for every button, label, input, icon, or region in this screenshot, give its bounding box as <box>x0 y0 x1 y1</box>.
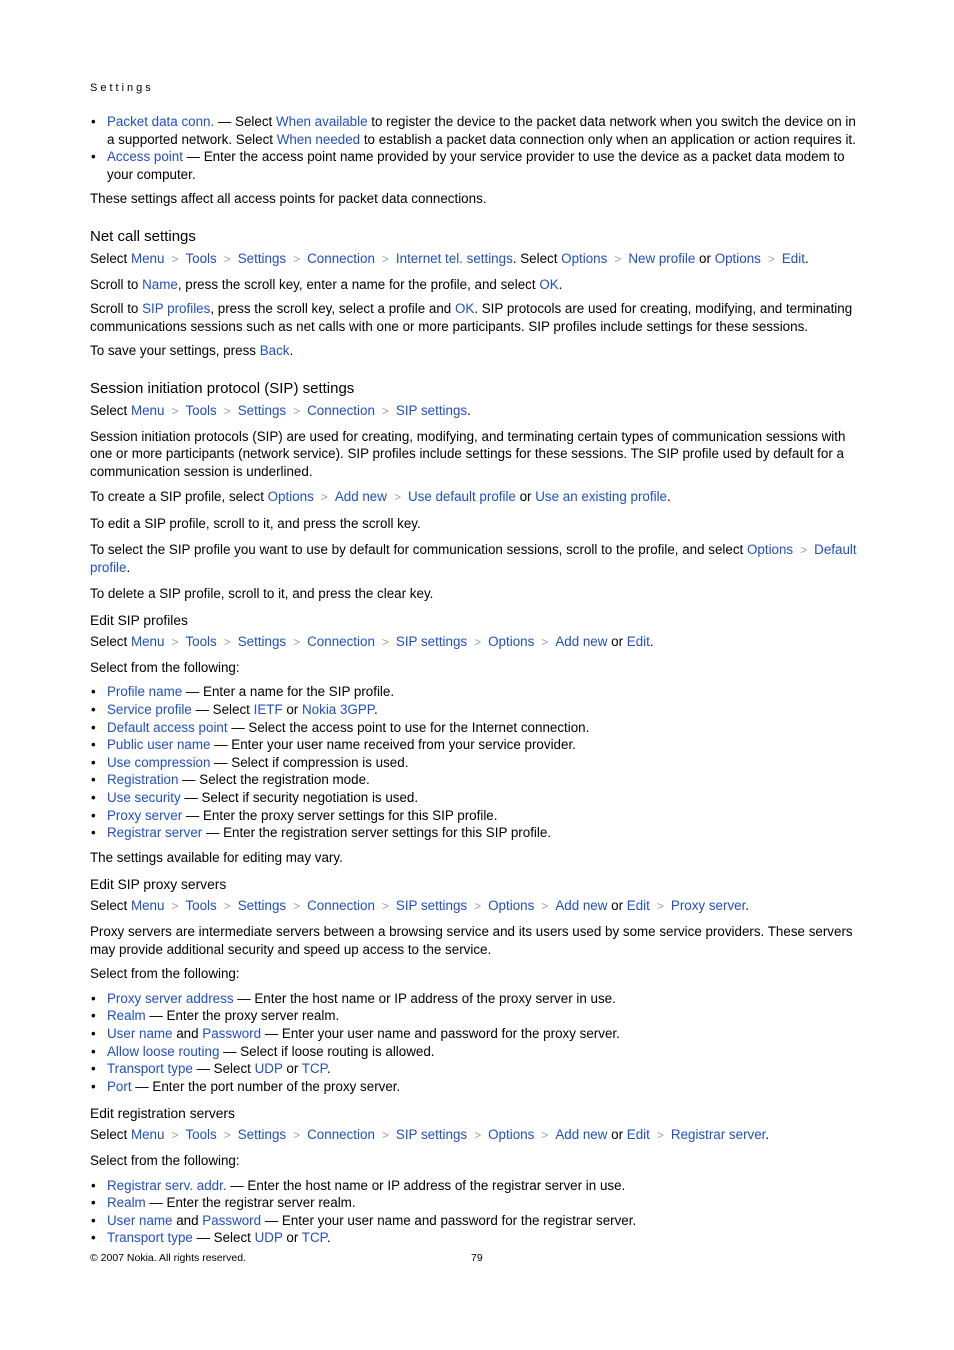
menu-path-link: Settings <box>237 250 287 266</box>
body-text: . <box>558 276 563 292</box>
chevron-right-icon: > <box>767 251 775 266</box>
menu-path-link: Options <box>488 1127 535 1143</box>
body-text: — Select <box>214 114 276 129</box>
running-header: Settings <box>90 82 154 94</box>
list-item <box>90 771 864 789</box>
chevron-right-icon: > <box>171 899 179 914</box>
body-text: Select <box>90 634 131 650</box>
paragraph <box>90 897 864 916</box>
chevron-right-icon: > <box>393 490 401 505</box>
body-text: To delete a SIP profile, scroll to it, and press the clear key. <box>90 585 434 601</box>
menu-path-link: Options <box>488 898 535 914</box>
body-text: Select <box>90 402 131 418</box>
menu-path-link: Add new <box>555 634 608 650</box>
list-item <box>90 807 864 825</box>
list-item <box>90 1177 864 1195</box>
body-text: — Enter your user name and password for the proxy server. <box>261 1025 620 1041</box>
body-text: . Select <box>512 250 562 266</box>
menu-path-link: IETF <box>253 702 283 718</box>
menu-path-link: Add new <box>334 489 387 505</box>
body-text: To select the SIP profile you want to use by default for communication sessions, scroll to the profile, and select <box>90 541 747 557</box>
menu-path-link: Add new <box>555 1127 608 1143</box>
chevron-right-icon: > <box>381 403 389 418</box>
menu-path-link: Access point <box>107 149 183 165</box>
chevron-right-icon: > <box>656 1128 664 1143</box>
menu-path-link: Settings <box>237 634 287 650</box>
body-text: — Enter a name for the SIP profile. <box>182 684 395 700</box>
paragraph <box>90 1126 864 1145</box>
page-number: 79 <box>471 1252 483 1264</box>
chevron-right-icon: > <box>800 542 808 557</box>
menu-path-link: Menu <box>130 634 165 650</box>
menu-path-link: User name <box>107 1025 173 1041</box>
body-text: , press the scroll key, enter a name for the profile, and select <box>177 276 540 292</box>
chevron-right-icon: > <box>320 490 328 505</box>
chevron-right-icon: > <box>474 899 482 914</box>
list-item <box>90 990 864 1008</box>
list-item <box>90 719 864 737</box>
page-content <box>90 113 864 1254</box>
body-text: . <box>326 1061 331 1077</box>
menu-path-link: Profile name <box>107 684 183 700</box>
chevron-right-icon: > <box>293 251 301 266</box>
section-heading: Edit registration servers <box>90 1106 235 1122</box>
bullet-list <box>90 113 864 183</box>
bullet-list <box>90 1177 864 1247</box>
body-text: — Enter the registration server settings for this SIP profile. <box>202 825 552 841</box>
body-text: To save your settings, press <box>90 343 260 359</box>
body-text: and <box>172 1212 203 1228</box>
list-item <box>90 1212 864 1230</box>
menu-path-link: Service profile <box>107 702 192 718</box>
paragraph <box>90 585 864 603</box>
chevron-right-icon: > <box>223 403 231 418</box>
menu-path-link: Proxy server <box>670 898 746 914</box>
menu-path-link: Transport type <box>107 1061 193 1077</box>
chevron-right-icon: > <box>223 251 231 266</box>
menu-path-link: Edit <box>781 250 805 266</box>
menu-path-link: Realm <box>107 1195 146 1211</box>
body-text: — Select if security negotiation is used. <box>180 790 419 806</box>
list-item <box>90 1007 864 1025</box>
body-text: These settings affect all access points for packet data connections. <box>90 191 487 207</box>
body-text: — Select the registration mode. <box>178 772 370 788</box>
list-item <box>90 683 864 701</box>
body-text: Select <box>90 898 131 914</box>
body-text: To create a SIP profile, select <box>90 489 268 505</box>
chevron-right-icon: > <box>171 403 179 418</box>
chevron-right-icon: > <box>171 1128 179 1143</box>
chevron-right-icon: > <box>614 251 622 266</box>
chevron-right-icon: > <box>223 635 231 650</box>
menu-path-link: Realm <box>107 1008 146 1024</box>
chevron-right-icon: > <box>541 635 549 650</box>
menu-path-link: SIP settings <box>395 1127 468 1143</box>
chevron-right-icon: > <box>656 899 664 914</box>
menu-path-link: Options <box>561 250 608 266</box>
menu-path-link: SIP settings <box>395 402 468 418</box>
body-text: Select <box>90 1127 131 1143</box>
chevron-right-icon: > <box>223 1128 231 1143</box>
list-item <box>90 789 864 807</box>
paragraph <box>90 633 864 652</box>
paragraph <box>90 659 864 677</box>
paragraph <box>90 541 864 577</box>
body-text: or <box>607 1127 627 1143</box>
body-text: — Select <box>192 1230 255 1246</box>
menu-path-link: Registrar server <box>107 825 203 841</box>
body-text: — Enter your user name received from your service provider. <box>210 737 576 753</box>
menu-path-link: Use security <box>107 790 181 806</box>
list-item <box>90 1229 864 1247</box>
list-item <box>90 701 864 719</box>
paragraph <box>90 428 864 481</box>
menu-path-link: Settings <box>237 898 287 914</box>
menu-path-link: Edit <box>626 898 650 914</box>
menu-path-link: Proxy server <box>107 807 183 823</box>
body-text: Select <box>90 250 131 266</box>
body-text: — Enter the port number of the proxy server. <box>131 1078 401 1094</box>
chevron-right-icon: > <box>474 1128 482 1143</box>
list-item <box>90 754 864 772</box>
body-text: or <box>282 1061 302 1077</box>
menu-path-link: Options <box>746 541 794 557</box>
chevron-right-icon: > <box>293 899 301 914</box>
paragraph <box>90 342 864 360</box>
chevron-right-icon: > <box>293 1128 301 1143</box>
menu-path-link: Registrar server <box>670 1127 766 1143</box>
body-text: — Select <box>191 702 254 718</box>
body-text: — Enter the registrar server realm. <box>145 1195 356 1211</box>
section-heading: Session initiation protocol (SIP) settings <box>90 379 355 397</box>
menu-path-link: Tools <box>185 250 217 266</box>
menu-path-link: Password <box>202 1025 262 1041</box>
body-text: — Enter the proxy server settings for this SIP profile. <box>182 807 498 823</box>
menu-path-link: Tools <box>185 634 217 650</box>
menu-path-link: When available <box>275 114 368 129</box>
bullet-list <box>90 990 864 1096</box>
menu-path-link: Connection <box>307 1127 375 1143</box>
menu-path-link: Back <box>259 343 290 359</box>
paragraph <box>90 1152 864 1170</box>
bullet-list <box>90 683 864 841</box>
body-text: . SIP protocols are used for creating, modifying, and terminating communications sessions such as net calls with one or more participants. SIP profiles include settings for these sessions. <box>90 301 853 334</box>
menu-path-link: New profile <box>628 250 696 266</box>
body-text: . <box>373 702 378 718</box>
menu-path-link: Menu <box>130 1127 165 1143</box>
menu-path-link: Proxy server address <box>107 990 234 1006</box>
list-item <box>90 1025 864 1043</box>
paragraph <box>90 515 864 533</box>
menu-path-link: Settings <box>237 402 287 418</box>
body-text: or <box>282 702 302 718</box>
menu-path-link: Edit <box>626 1127 650 1143</box>
menu-path-link: OK <box>454 301 475 317</box>
menu-path-link: TCP <box>301 1230 327 1246</box>
menu-path-link: Port <box>107 1078 132 1094</box>
menu-path-link: Connection <box>307 634 375 650</box>
chevron-right-icon: > <box>474 635 482 650</box>
body-text: Scroll to <box>90 301 143 317</box>
menu-path-link: Options <box>488 634 535 650</box>
paragraph <box>90 300 864 335</box>
chevron-right-icon: > <box>541 899 549 914</box>
menu-path-link: Connection <box>307 402 375 418</box>
menu-path-link: When needed <box>276 131 361 147</box>
body-text: — Enter the proxy server realm. <box>145 1008 340 1024</box>
menu-path-link: Packet data conn. <box>107 114 215 129</box>
body-text: . <box>745 898 750 914</box>
section-heading: Edit SIP proxy servers <box>90 877 227 893</box>
menu-path-link: Tools <box>185 402 217 418</box>
body-text: To edit a SIP profile, scroll to it, and press the scroll key. <box>90 515 421 531</box>
list-item <box>90 824 864 842</box>
body-text: — Enter your user name and password for the registrar server. <box>261 1212 637 1228</box>
chevron-right-icon: > <box>381 251 389 266</box>
chevron-right-icon: > <box>381 899 389 914</box>
body-text: Select from the following: <box>90 966 240 982</box>
paragraph <box>90 849 864 867</box>
list-item <box>90 1194 864 1212</box>
menu-path-link: Options <box>714 250 761 266</box>
menu-path-link: Menu <box>130 898 165 914</box>
body-text: and <box>172 1025 203 1041</box>
chevron-right-icon: > <box>381 635 389 650</box>
chevron-right-icon: > <box>223 899 231 914</box>
menu-path-link: Use an existing profile <box>535 489 667 505</box>
menu-path-link: Tools <box>185 1127 217 1143</box>
menu-path-link: Menu <box>130 402 165 418</box>
body-text: . <box>667 489 671 505</box>
chevron-right-icon: > <box>171 251 179 266</box>
menu-path-link: OK <box>539 276 559 292</box>
menu-path-link: Password <box>202 1212 262 1228</box>
paragraph <box>90 488 864 507</box>
body-text: or <box>695 250 715 266</box>
body-text: — Select <box>192 1061 255 1077</box>
list-item <box>90 1078 864 1096</box>
menu-path-link: Nokia 3GPP <box>302 702 374 718</box>
body-text: or <box>607 898 627 914</box>
chevron-right-icon: > <box>541 1128 549 1143</box>
menu-path-link: Add new <box>555 898 608 914</box>
paragraph <box>90 965 864 983</box>
document-page <box>90 0 864 1350</box>
section-heading: Edit SIP profiles <box>90 613 188 629</box>
menu-path-link: Default access point <box>107 719 228 735</box>
list-item <box>90 736 864 754</box>
section-heading: Net call settings <box>90 227 196 245</box>
chevron-right-icon: > <box>171 635 179 650</box>
body-text: . <box>326 1230 331 1246</box>
body-text: — Select if loose routing is allowed. <box>219 1043 435 1059</box>
paragraph <box>90 923 864 958</box>
body-text: to establish a packet data connection only when an application or action requires it. <box>360 131 856 147</box>
body-text: — Select if compression is used. <box>210 754 409 770</box>
body-text: Session initiation protocols (SIP) are used for creating, modifying, and terminating certain types of communication sessions with one or more participants (network service). SIP profiles include settings for these sessions. The SIP profile used by default for a communication session is underlined. <box>90 428 846 479</box>
copyright-footer: © 2007 Nokia. All rights reserved. <box>90 1252 246 1264</box>
body-text: Scroll to <box>90 276 143 292</box>
body-text: or <box>282 1230 302 1246</box>
menu-path-link: Connection <box>307 898 375 914</box>
list-item <box>90 1043 864 1061</box>
body-text: . <box>126 560 131 576</box>
menu-path-link: Registrar serv. addr. <box>107 1177 227 1193</box>
menu-path-link: Menu <box>130 250 165 266</box>
menu-path-link: Name <box>142 276 178 292</box>
menu-path-link: Settings <box>237 1127 287 1143</box>
body-text: — Enter the host name or IP address of the registrar server in use. <box>226 1177 626 1193</box>
body-text: . <box>765 1127 770 1143</box>
body-text: . <box>804 250 809 266</box>
chevron-right-icon: > <box>293 403 301 418</box>
menu-path-link: Options <box>267 489 314 505</box>
paragraph <box>90 276 864 294</box>
menu-path-link: Default profile <box>90 541 857 576</box>
body-text: or <box>607 634 627 650</box>
menu-path-link: Allow loose routing <box>107 1043 220 1059</box>
menu-path-link: TCP <box>301 1061 327 1077</box>
body-text: . <box>467 402 471 418</box>
body-text: — Enter the host name or IP address of the proxy server in use. <box>233 990 616 1006</box>
body-text: — Enter the access point name provided by your service provider to use the device as a packet data modem to your computer. <box>107 149 845 182</box>
list-item <box>90 113 864 148</box>
menu-path-link: Edit <box>626 634 650 650</box>
menu-path-link: SIP profiles <box>142 301 211 317</box>
body-text: — Select the access point to use for the Internet connection. <box>227 719 590 735</box>
body-text: . <box>649 634 654 650</box>
menu-path-link: Public user name <box>107 737 211 753</box>
body-text: Select from the following: <box>90 659 240 675</box>
body-text: The settings available for editing may vary. <box>90 849 343 865</box>
menu-path-link: User name <box>107 1212 173 1228</box>
chevron-right-icon: > <box>381 1128 389 1143</box>
menu-path-link: Connection <box>307 250 375 266</box>
paragraph <box>90 190 864 208</box>
menu-path-link: UDP <box>254 1061 283 1077</box>
body-text: Select from the following: <box>90 1152 240 1168</box>
menu-path-link: Transport type <box>107 1230 193 1246</box>
menu-path-link: UDP <box>254 1230 283 1246</box>
body-text: to register the device to the packet data network when you switch the device on in a supported network. Select <box>107 114 856 147</box>
menu-path-link: Use default profile <box>407 489 516 505</box>
body-text: or <box>515 489 536 505</box>
chevron-right-icon: > <box>293 635 301 650</box>
body-text: , press the scroll key, select a profile and <box>210 301 455 317</box>
menu-path-link: SIP settings <box>395 634 468 650</box>
list-item <box>90 1060 864 1078</box>
list-item <box>90 148 864 183</box>
menu-path-link: Tools <box>185 898 217 914</box>
paragraph <box>90 250 864 269</box>
body-text: Proxy servers are intermediate servers between a browsing service and its users used by some service providers. These servers may provide additional security and speed up access to the service. <box>90 924 853 957</box>
menu-path-link: Use compression <box>107 754 211 770</box>
menu-path-link: Registration <box>107 772 179 788</box>
menu-path-link: Internet tel. settings <box>395 250 513 266</box>
body-text: . <box>289 343 294 359</box>
menu-path-link: SIP settings <box>395 898 468 914</box>
paragraph <box>90 402 864 421</box>
